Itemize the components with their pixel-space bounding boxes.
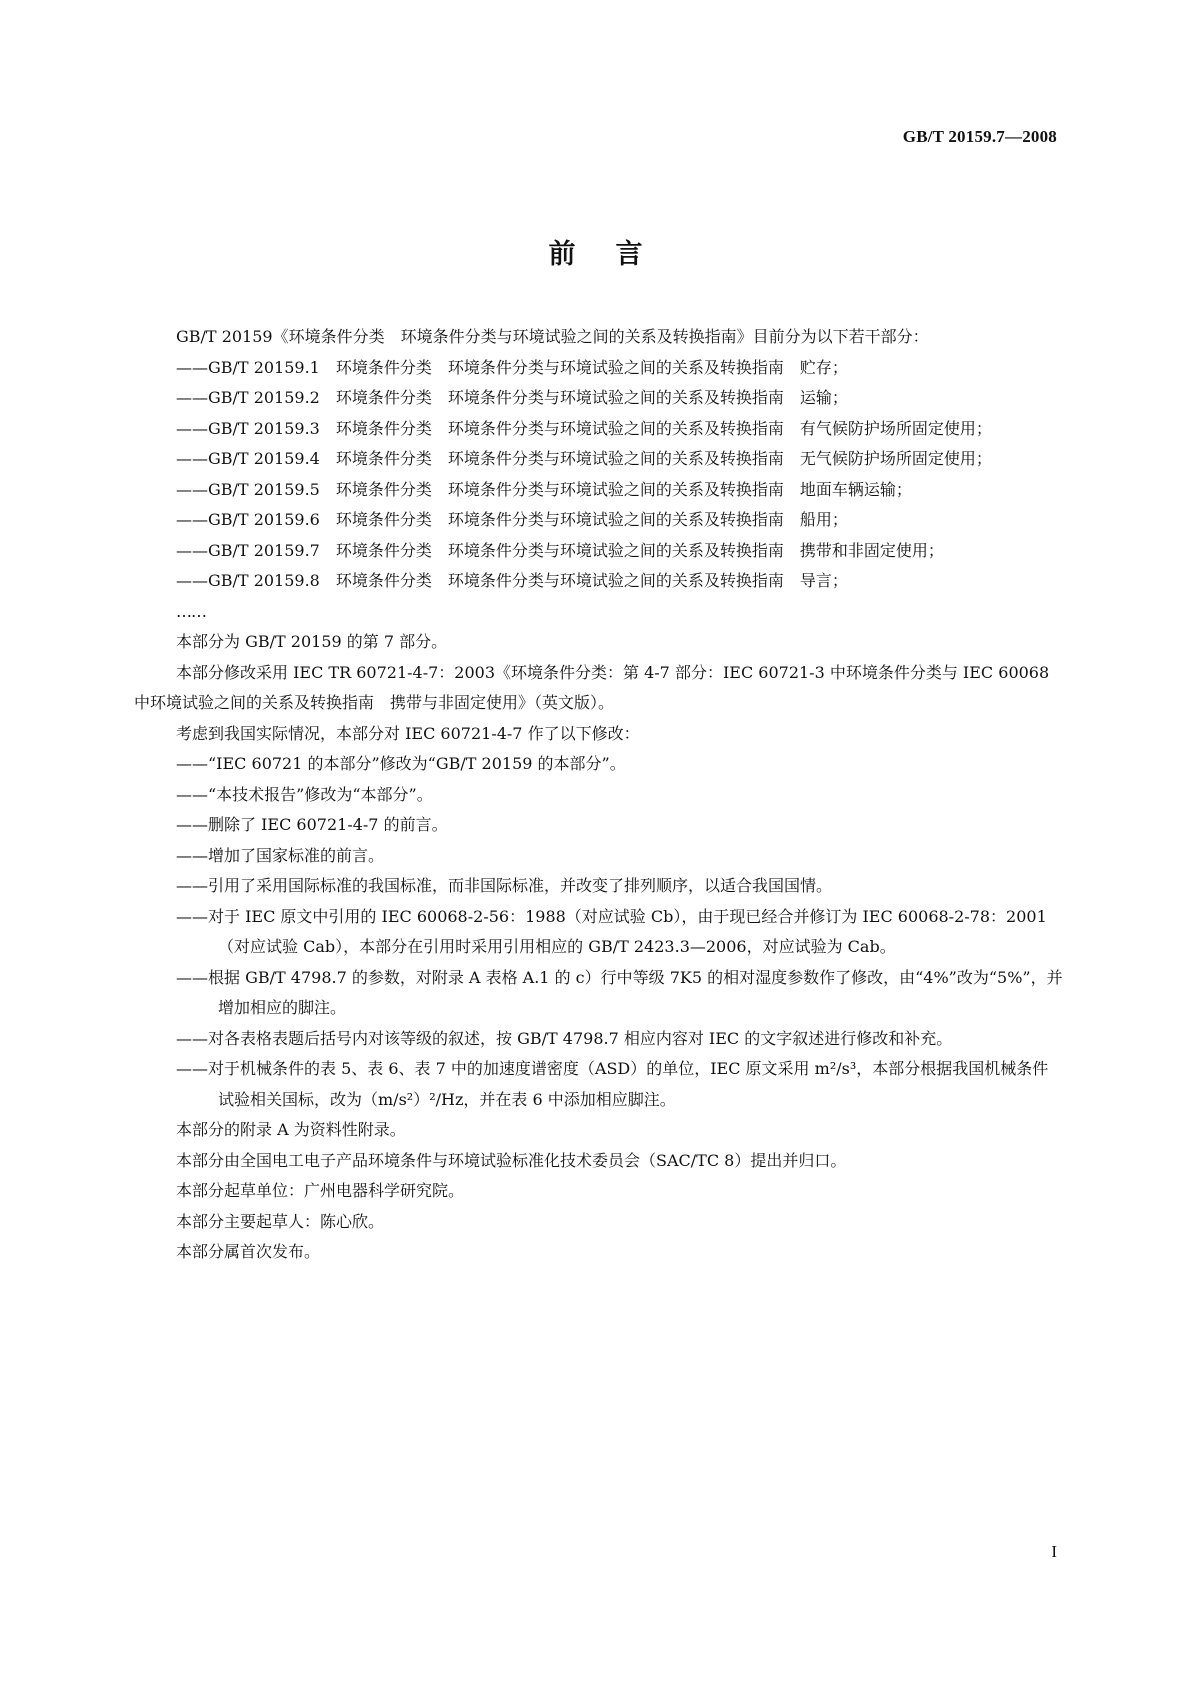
list-item: ——根据 GB/T 4798.7 的参数，对附录 A 表格 A.1 的 c）行中等级 7K5 的相对湿度参数作了修改，由“4%”改为“5%”，并增加相应的脚注。 [176, 967, 1063, 1017]
list-item: ——GB/T 20159.4 环境条件分类 环境条件分类与环境试验之间的关系及转换指南 无气候防护场所固定使用； [176, 449, 992, 468]
list-item: ——对于 IEC 原文中引用的 IEC 60068-2-56：1988（对应试验 Cb），由于现已经合并修订为 IEC 60068-2-78：2001（对应试验 Cab），本部分在引用时采用引用相应的 GB/T 2423.3—2006，对应试验为 Cab。 [176, 906, 1047, 956]
list-item: ——GB/T 20159.8 环境条件分类 环境条件分类与环境试验之间的关系及转换指南 导言； [176, 571, 848, 590]
standard-code: GB/T 20159.7—2008 [902, 127, 1057, 146]
page-number: I [1051, 1542, 1057, 1561]
document-body [134, 322, 1064, 1268]
list-item: ——引用了采用国际标准的我国标准，而非国际标准，并改变了排列顺序，以适合我国国情。 [176, 876, 833, 895]
list-item: ——GB/T 20159.6 环境条件分类 环境条件分类与环境试验之间的关系及转换指南 船用； [176, 510, 848, 529]
list-item: ——对各表格表题后括号内对该等级的叙述，按 GB/T 4798.7 相应内容对 IEC 的文字叙述进行修改和补充。 [176, 1028, 953, 1048]
paragraph: 本部分为 GB/T 20159 的第 7 部分。 [176, 632, 448, 651]
paragraph: 本部分修改采用 IEC TR 60721-4-7：2003《环境条件分类：第 4-7 部分：IEC 60721-3 中环境条件分类与 IEC 60068 中环境试验之间的关系及转换指南 携带与非固定使用》（英文版）。 [134, 662, 1050, 712]
list-item: ——对于机械条件的表 5、表 6、表 7 中的加速度谱密度（ASD）的单位，IEC 原文采用 m²/s³，本部分根据我国机械条件试验相关国标，改为（m/s²）²/Hz，并在表 6 中添加相应脚注。 [176, 1059, 1049, 1109]
list-item: ——GB/T 20159.7 环境条件分类 环境条件分类与环境试验之间的关系及转换指南 携带和非固定使用； [176, 540, 944, 560]
paragraph: 本部分属首次发布。 [176, 1242, 321, 1261]
paragraph: 本部分主要起草人：陈心欣。 [176, 1211, 385, 1231]
paragraph: 本部分由全国电工电子产品环境条件与环境试验标准化技术委员会（SAC/TC 8）提出并归口。 [176, 1150, 847, 1170]
page-title: 前言 [548, 239, 683, 270]
paragraph: 本部分的附录 A 为资料性附录。 [176, 1120, 406, 1139]
list-item: ——GB/T 20159.5 环境条件分类 环境条件分类与环境试验之间的关系及转换指南 地面车辆运输； [176, 479, 912, 499]
list-item: ——“IEC 60721 的本部分”修改为“GB/T 20159 的本部分”。 [176, 754, 626, 773]
list-item: ——删除了 IEC 60721-4-7 的前言。 [176, 815, 448, 834]
list-item: ——增加了国家标准的前言。 [176, 845, 385, 865]
list-item: ——GB/T 20159.2 环境条件分类 环境条件分类与环境试验之间的关系及转换指南 运输； [176, 388, 848, 407]
ellipsis: …… [176, 601, 206, 621]
paragraph: 本部分起草单位：广州电器科学研究院。 [176, 1181, 465, 1200]
paragraph: 考虑到我国实际情况，本部分对 IEC 60721-4-7 作了以下修改： [176, 723, 640, 743]
paragraph: GB/T 20159《环境条件分类 环境条件分类与环境试验之间的关系及转换指南》目前分为以下若干部分： [176, 327, 929, 346]
list-item: ——GB/T 20159.3 环境条件分类 环境条件分类与环境试验之间的关系及转换指南 有气候防护场所固定使用； [176, 418, 992, 438]
list-item: ——“本技术报告”修改为“本部分”。 [176, 784, 433, 804]
list-item: ——GB/T 20159.1 环境条件分类 环境条件分类与环境试验之间的关系及转换指南 贮存； [176, 357, 848, 377]
